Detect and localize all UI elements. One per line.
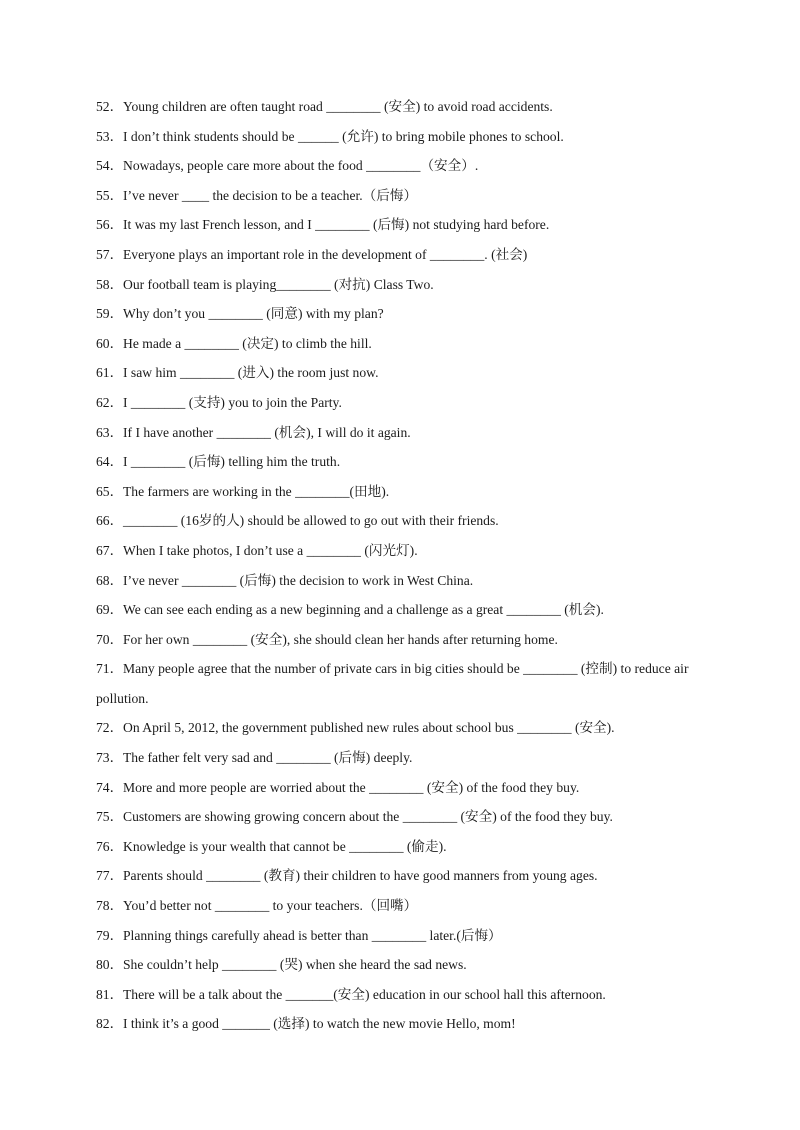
item-number: 74． xyxy=(96,779,124,795)
item-text: There will be a talk about the _______(安全) education in our school hall this afternoon. xyxy=(123,986,606,1002)
exercise-item xyxy=(96,329,706,359)
exercise-item xyxy=(96,388,706,418)
item-text: When I take photos, I don’t use a ________ (闪光灯). xyxy=(123,542,418,558)
item-number: 80． xyxy=(96,957,124,973)
exercise-item xyxy=(96,595,706,625)
item-number: 60． xyxy=(96,335,124,351)
item-text: Many people agree that the number of private cars in big cities should be ________ (控制) to reduce air pollution. xyxy=(96,661,689,706)
item-number: 75． xyxy=(96,809,124,825)
item-text: Knowledge is your wealth that cannot be ________ (偷走). xyxy=(123,838,447,854)
item-text: I ________ (后悔) telling him the truth. xyxy=(123,454,341,470)
item-text: You’d better not ________ to your teachers.（回嘴） xyxy=(123,898,418,914)
item-number: 70． xyxy=(96,631,124,647)
item-number: 73． xyxy=(96,750,124,766)
exercise-item xyxy=(96,802,706,832)
item-number: 65． xyxy=(96,483,124,499)
exercise-item xyxy=(96,92,706,122)
exercise-item xyxy=(96,1009,706,1039)
item-number: 81． xyxy=(96,986,124,1002)
item-text: ________ (16岁的人) should be allowed to go out with their friends. xyxy=(123,513,499,529)
exercise-item xyxy=(96,743,706,773)
item-number: 71． xyxy=(96,661,124,677)
item-number: 79． xyxy=(96,927,124,943)
item-number: 76． xyxy=(96,838,124,854)
item-text: If I have another ________ (机会), I will do it again. xyxy=(123,424,411,440)
exercise-item xyxy=(96,240,706,270)
exercise-item xyxy=(96,151,706,181)
exercise-item xyxy=(96,418,706,448)
exercise-item xyxy=(96,625,706,655)
item-text: Our football team is playing________ (对抗) Class Two. xyxy=(123,276,434,292)
item-number: 78． xyxy=(96,898,124,914)
item-text: The farmers are working in the ________(田地). xyxy=(123,483,390,499)
exercise-item xyxy=(96,210,706,240)
exercise-item xyxy=(96,506,706,536)
exercise-item xyxy=(96,181,706,211)
item-text: For her own ________ (安全), she should clean her hands after returning home. xyxy=(123,631,558,647)
exercise-item xyxy=(96,566,706,596)
item-text: I think it’s a good _______ (选择) to watch the new movie Hello, mom! xyxy=(123,1016,516,1032)
item-text: Customers are showing growing concern about the ________ (安全) of the food they buy. xyxy=(123,809,613,825)
exercise-item xyxy=(96,832,706,862)
item-number: 63． xyxy=(96,424,124,440)
item-text: It was my last French lesson, and I ________ (后悔) not studying hard before. xyxy=(123,217,550,233)
item-number: 61． xyxy=(96,365,124,381)
item-text: Nowadays, people care more about the food ________（安全）. xyxy=(123,158,479,174)
item-number: 69． xyxy=(96,602,124,618)
item-number: 53． xyxy=(96,128,124,144)
exercise-item xyxy=(96,950,706,980)
item-number: 77． xyxy=(96,868,124,884)
exercise-item xyxy=(96,358,706,388)
item-number: 67． xyxy=(96,542,124,558)
item-number: 57． xyxy=(96,246,124,262)
item-text: Planning things carefully ahead is better than ________ later.(后悔） xyxy=(123,927,502,943)
exercise-item xyxy=(96,270,706,300)
exercise-item xyxy=(96,861,706,891)
exercise-item xyxy=(96,654,706,713)
exercise-item xyxy=(96,477,706,507)
exercise-item xyxy=(96,536,706,566)
item-number: 66． xyxy=(96,513,124,529)
item-text: Everyone plays an important role in the development of ________. (社会) xyxy=(123,246,528,262)
item-text: More and more people are worried about the ________ (安全) of the food they buy. xyxy=(123,779,580,795)
item-number: 55． xyxy=(96,187,124,203)
item-number: 52． xyxy=(96,99,124,114)
exercise-item xyxy=(96,447,706,477)
exercise-item xyxy=(96,891,706,921)
item-text: I ________ (支持) you to join the Party. xyxy=(123,394,342,410)
item-text: On April 5, 2012, the government published new rules about school bus ________ (安全). xyxy=(123,720,615,736)
item-text: She couldn’t help ________ (哭) when she heard the sad news. xyxy=(123,957,467,973)
exercise-item xyxy=(96,299,706,329)
item-text: I’ve never ________ (后悔) the decision to work in West China. xyxy=(123,572,474,588)
exercise-list xyxy=(96,92,706,1039)
item-text: I saw him ________ (进入) the room just now. xyxy=(123,365,379,381)
exercise-item xyxy=(96,921,706,951)
item-number: 64． xyxy=(96,454,124,470)
item-text: I’ve never ____ the decision to be a teacher.（后悔） xyxy=(123,187,418,203)
item-number: 72． xyxy=(96,720,124,736)
item-number: 58． xyxy=(96,276,124,292)
item-text: He made a ________ (决定) to climb the hill. xyxy=(123,335,372,351)
item-text: Parents should ________ (教育) their children to have good manners from young ages. xyxy=(123,868,598,884)
item-text: The father felt very sad and ________ (后悔) deeply. xyxy=(123,750,413,766)
item-text: Young children are often taught road ________ (安全) to avoid road accidents. xyxy=(123,99,553,114)
exercise-item xyxy=(96,980,706,1010)
item-number: 56． xyxy=(96,217,124,233)
item-text: Why don’t you ________ (同意) with my plan? xyxy=(123,306,384,322)
item-number: 62． xyxy=(96,394,124,410)
item-number: 59． xyxy=(96,306,124,322)
exercise-item xyxy=(96,122,706,152)
item-text: We can see each ending as a new beginning and a challenge as a great ________ (机会). xyxy=(123,602,604,618)
item-text: I don’t think students should be ______ (允许) to bring mobile phones to school. xyxy=(123,128,564,144)
exercise-item xyxy=(96,713,706,743)
item-number: 68． xyxy=(96,572,124,588)
item-number: 82． xyxy=(96,1016,124,1032)
item-number: 54． xyxy=(96,158,124,174)
exercise-item xyxy=(96,773,706,803)
